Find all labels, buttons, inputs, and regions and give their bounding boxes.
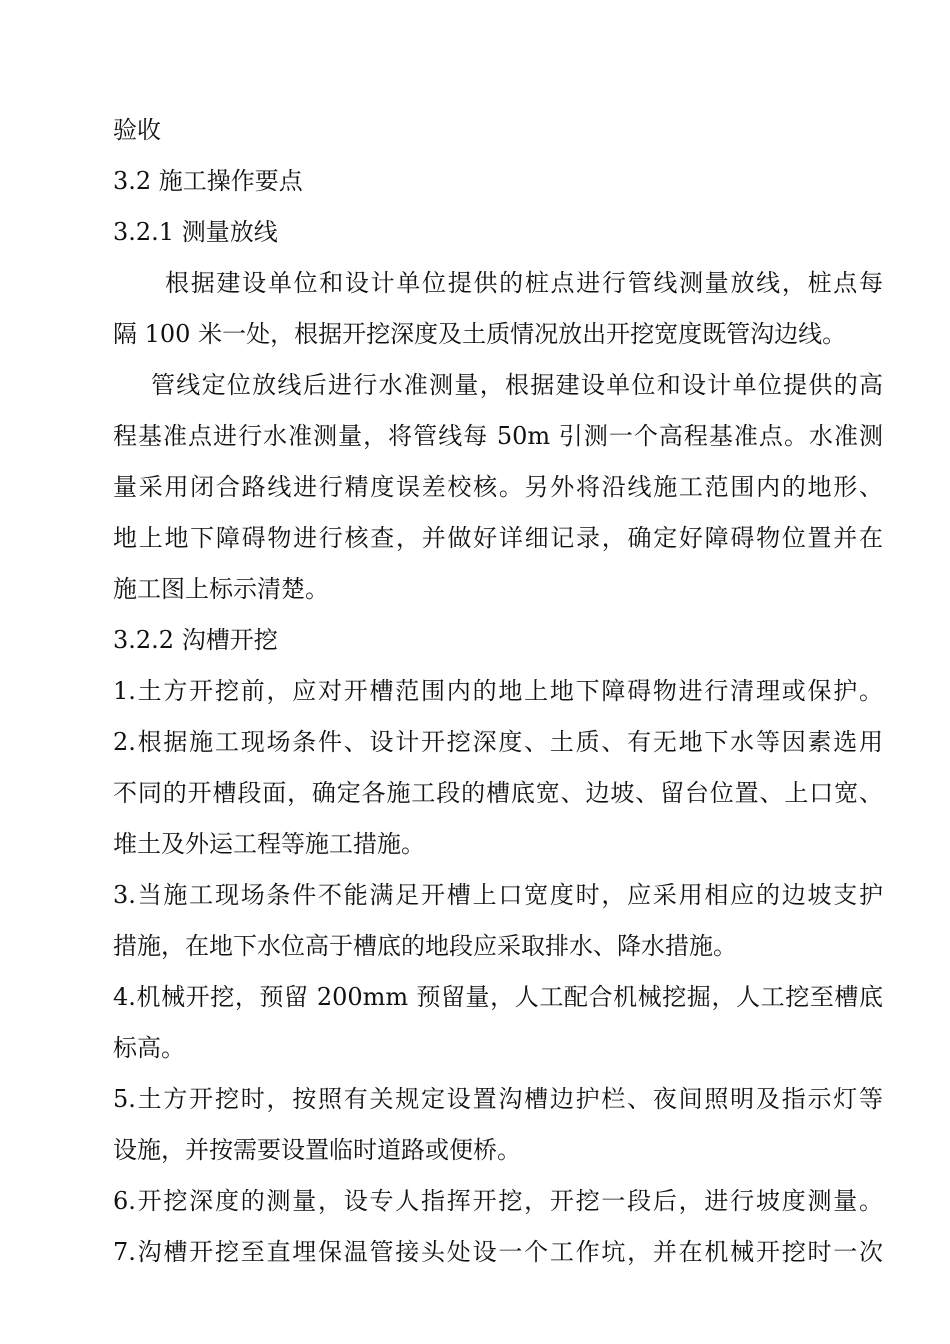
paragraph-line: 根据建设单位和设计单位提供的桩点进行管线测量放线，桩点每 bbox=[165, 269, 883, 297]
list-item-line: 标高。 bbox=[113, 1034, 185, 1062]
list-item-line: 1.土方开挖前，应对开槽范围内的地上地下障碍物进行清理或保护。 bbox=[113, 677, 883, 705]
text-line: 验收 bbox=[113, 116, 161, 144]
list-item-line: 设施，并按需要设置临时道路或便桥。 bbox=[113, 1136, 521, 1164]
paragraph-line: 量采用闭合路线进行精度误差校核。另外将沿线施工范围内的地形、 bbox=[113, 473, 883, 501]
paragraph-line: 隔 100 米一处，根据开挖深度及土质情况放出开挖宽度既管沟边线。 bbox=[113, 320, 847, 348]
list-item-line: 5.土方开挖时，按照有关规定设置沟槽边护栏、夜间照明及指示灯等 bbox=[113, 1085, 883, 1113]
list-item-line: 4.机械开挖，预留 200mm 预留量，人工配合机械挖掘，人工挖至槽底 bbox=[113, 983, 883, 1011]
paragraph-line: 施工图上标示清楚。 bbox=[113, 575, 329, 603]
subsection-heading: 3.2.1 测量放线 bbox=[113, 218, 278, 246]
list-item-line: 6.开挖深度的测量，设专人指挥开挖，开挖一段后，进行坡度测量。 bbox=[113, 1187, 883, 1215]
section-heading: 3.2 施工操作要点 bbox=[113, 167, 303, 195]
document-body bbox=[113, 105, 883, 1278]
paragraph-line: 管线定位放线后进行水准测量，根据建设单位和设计单位提供的高 bbox=[151, 371, 883, 399]
subsection-heading: 3.2.2 沟槽开挖 bbox=[113, 626, 278, 654]
list-item-line: 不同的开槽段面，确定各施工段的槽底宽、边坡、留台位置、上口宽、 bbox=[113, 779, 883, 807]
list-item-line: 堆土及外运工程等施工措施。 bbox=[113, 830, 425, 858]
list-item-line: 2.根据施工现场条件、设计开挖深度、土质、有无地下水等因素选用 bbox=[113, 728, 883, 756]
paragraph-line: 地上地下障碍物进行核查，并做好详细记录，确定好障碍物位置并在 bbox=[113, 524, 883, 552]
list-item-line: 3.当施工现场条件不能满足开槽上口宽度时，应采用相应的边坡支护 bbox=[113, 881, 883, 909]
list-item-line: 措施，在地下水位高于槽底的地段应采取排水、降水措施。 bbox=[113, 932, 737, 960]
paragraph-line: 程基准点进行水准测量，将管线每 50m 引测一个高程基准点。水准测 bbox=[113, 422, 883, 450]
list-item-line: 7.沟槽开挖至直埋保温管接头处设一个工作坑，并在机械开挖时一次 bbox=[113, 1238, 883, 1266]
